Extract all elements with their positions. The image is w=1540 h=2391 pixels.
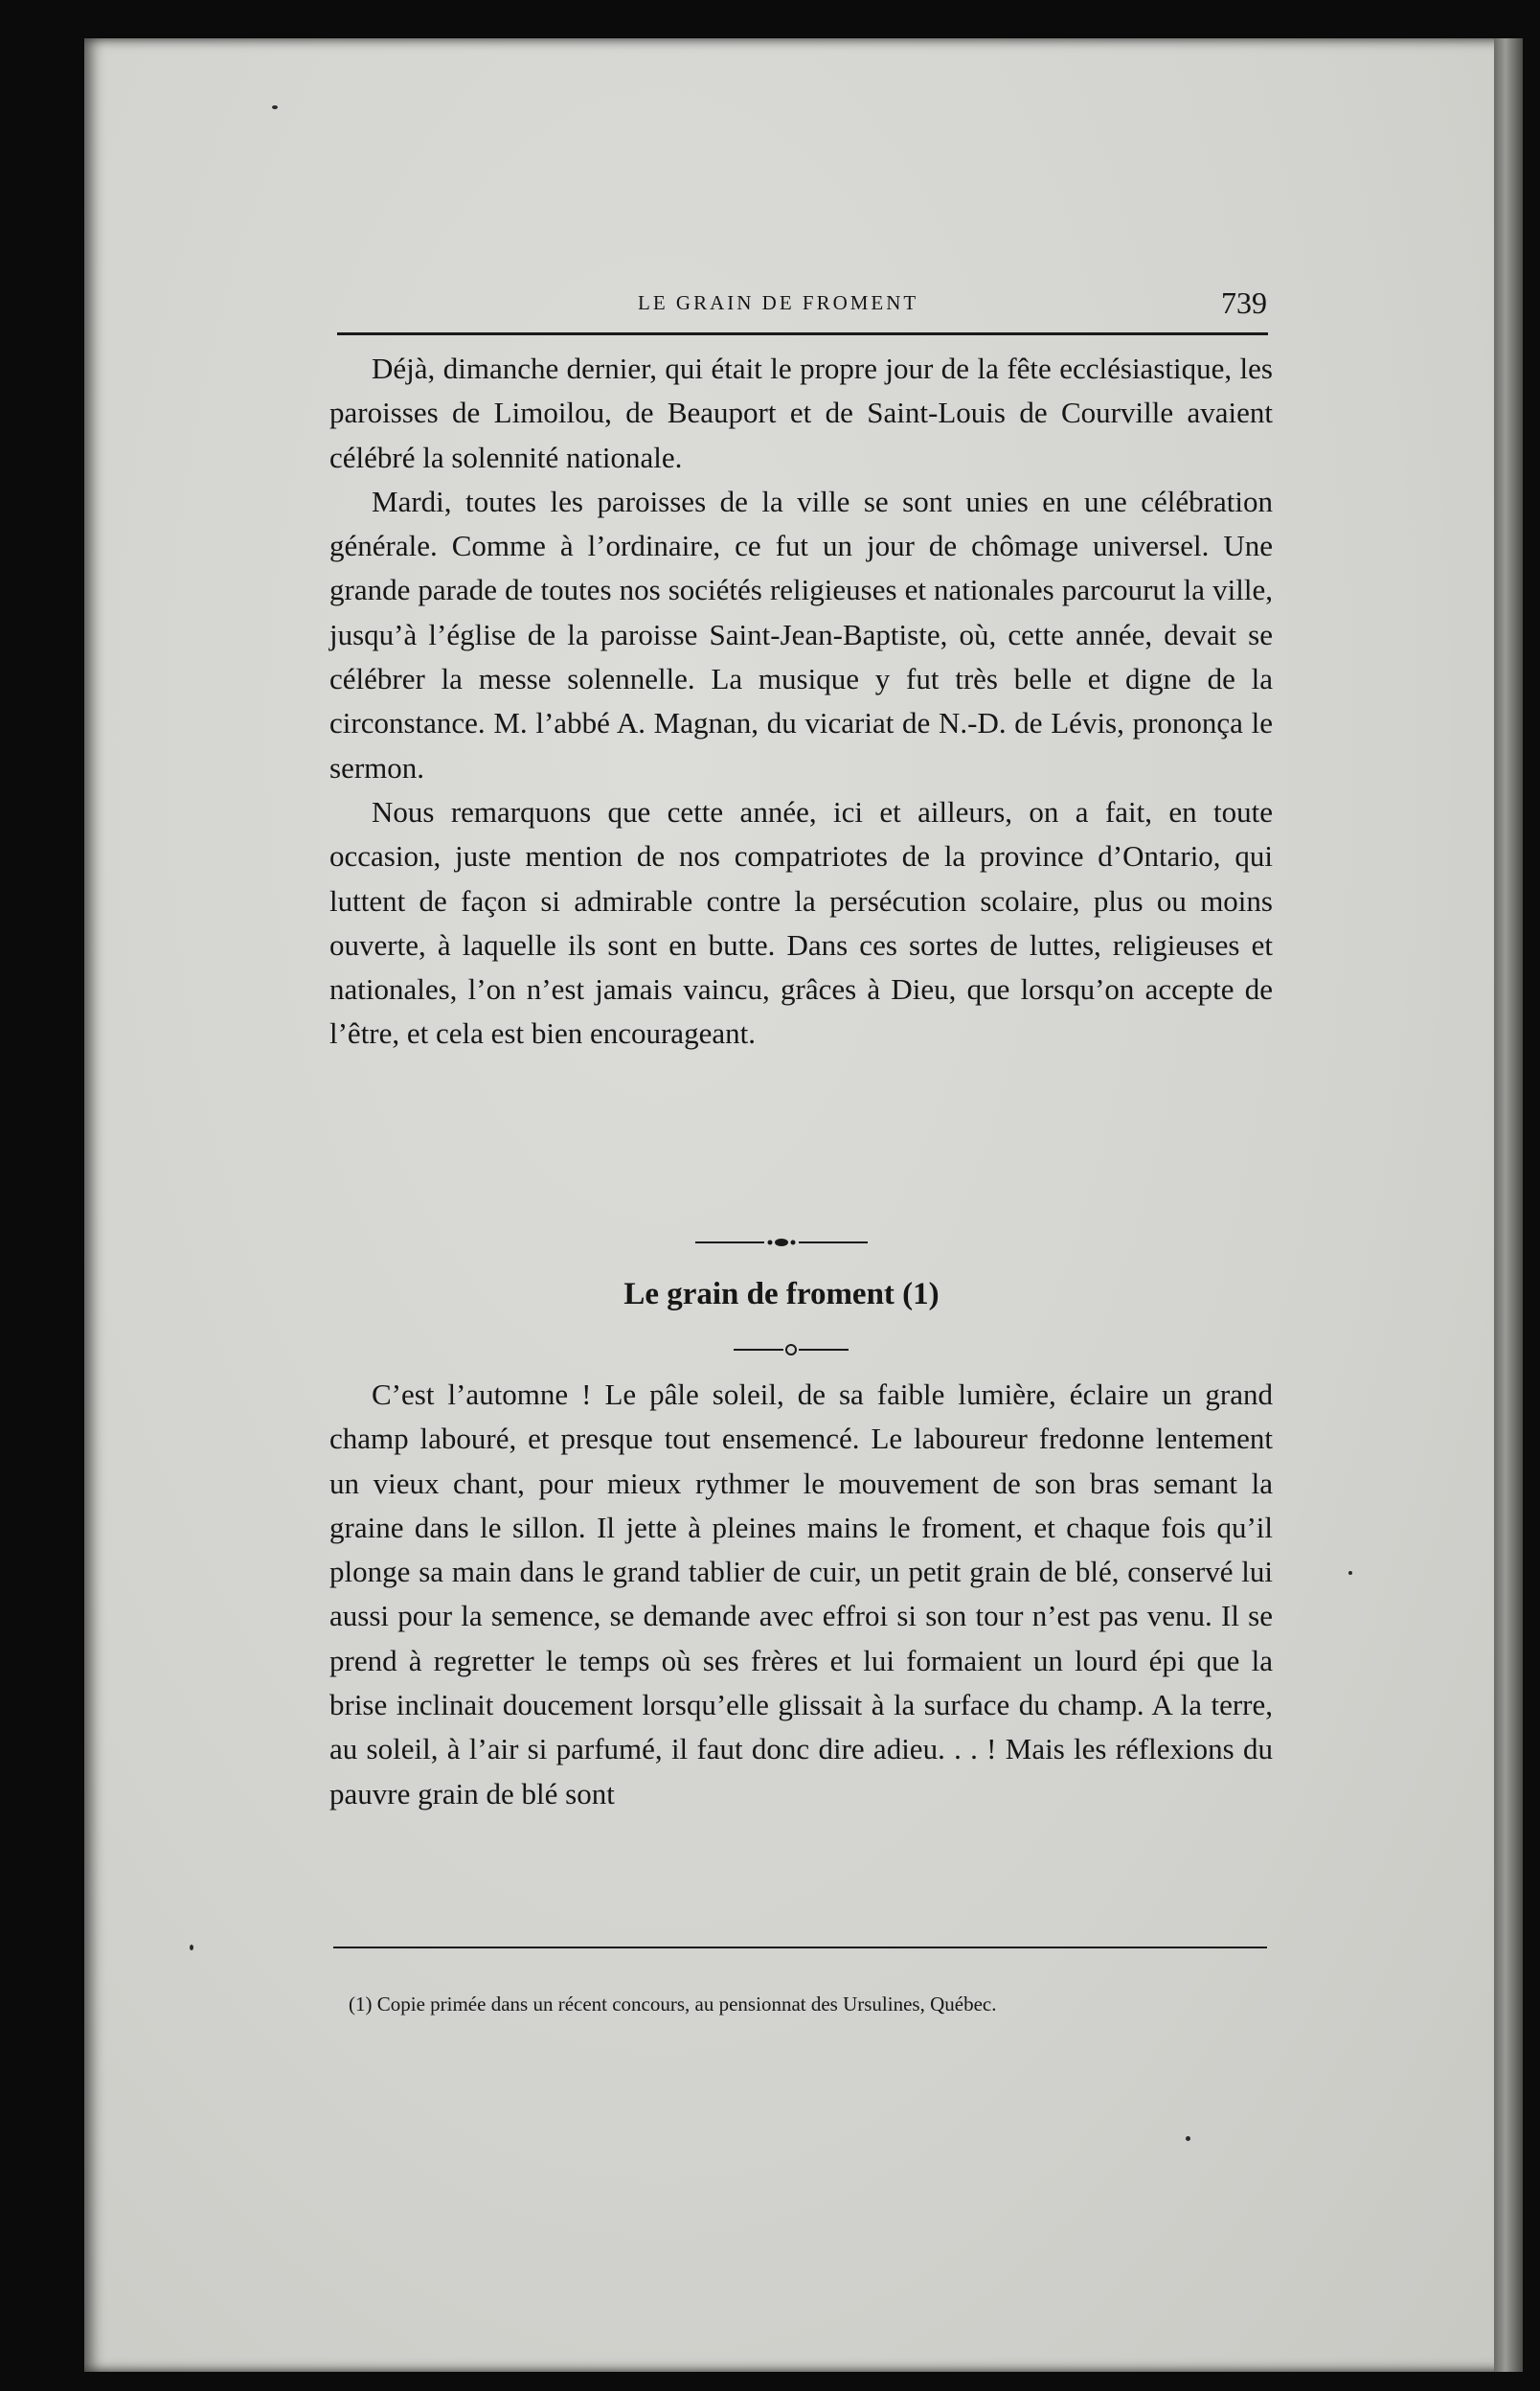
section-title: Le grain de froment (1) <box>623 1277 940 1311</box>
book-page <box>84 38 1521 2372</box>
running-title: LE GRAIN DE FROMENT <box>638 291 919 314</box>
running-head <box>245 285 1275 324</box>
page-edge-shadow <box>1494 38 1523 2372</box>
paragraph: C’est l’automne ! Le pâle soleil, de sa faible lumière, éclaire un grand champ labouré, et presque tout ensemencé. Le laboureur fredonne lentement un vieux chant, pour mieux rythmer le mouvement de son bras semant la graine dans le sillon. Il jette à pleines mains le froment, et chaque fois qu’il plonge sa main dans le grand tablier de cuir, un petit grain de blé, conservé lui aussi pour la semence, se demande avec effroi si son tour n’est pas venu. Il se prend à regretter le temps où ses frères et lui formaient un lourd épi que la brise inclinait doucement lorsqu’elle glissait à la surface du champ. A la terre, au soleil, à l’air si parfumé, il faut donc dire adieu. . . ! Mais les réflexions du pauvre grain de blé sont <box>329 1378 1273 1810</box>
page-number: 739 <box>1221 285 1267 320</box>
scan-speck <box>1348 1571 1352 1575</box>
footnote: (1) Copie primée dans un récent concours, au pensionnat des Ursulines, Québec. <box>349 1992 997 2015</box>
section-two-text <box>329 1373 1273 1816</box>
scan-speck <box>272 105 278 109</box>
scan-speck <box>1186 2136 1190 2141</box>
paragraph: Déjà, dimanche dernier, qui était le propre jour de la fête ecclésiastique, les paroisses de Limoilou, de Beauport et de Saint-Louis de Courville avaient célébré la solennité nationale. <box>329 352 1273 474</box>
section-ornament <box>695 1236 868 1249</box>
paragraph: Nous remarquons que cette année, ici et ailleurs, on a fait, en toute occasion, juste mention de nos compatriotes de la province d’Ontario, qui luttent de façon si admirable contre la persécution scolaire, plus ou moins ouverte, à laquelle ils sont en butte. Dans ces sortes de luttes, religieuses et nationales, l’on n’est jamais vaincu, grâces à Dieu, que lorsqu’on accepte de l’être, et cela est bien encourageant. <box>329 794 1273 1051</box>
footnote-rule <box>333 1947 1267 1948</box>
section-one-text <box>329 347 1273 1057</box>
header-rule <box>337 332 1268 335</box>
paragraph: Mardi, toutes les paroisses de la ville se sont unies en une célébration générale. Comme à l’ordinaire, ce fut un jour de chômage universel. Une grande parade de toutes nos sociétés religieuses et nationales parcourut la ville, jusqu’à l’église de la paroisse Saint-Jean-Baptiste, où, cette année, devait se célébrer la messe solennelle. La musique y fut très belle et digne de la circonstance. M. l’abbé A. Magnan, du vicariat de N.-D. de Lévis, prononça le sermon. <box>329 484 1273 785</box>
title-ornament <box>734 1341 849 1356</box>
scan-speck <box>190 1945 193 1950</box>
